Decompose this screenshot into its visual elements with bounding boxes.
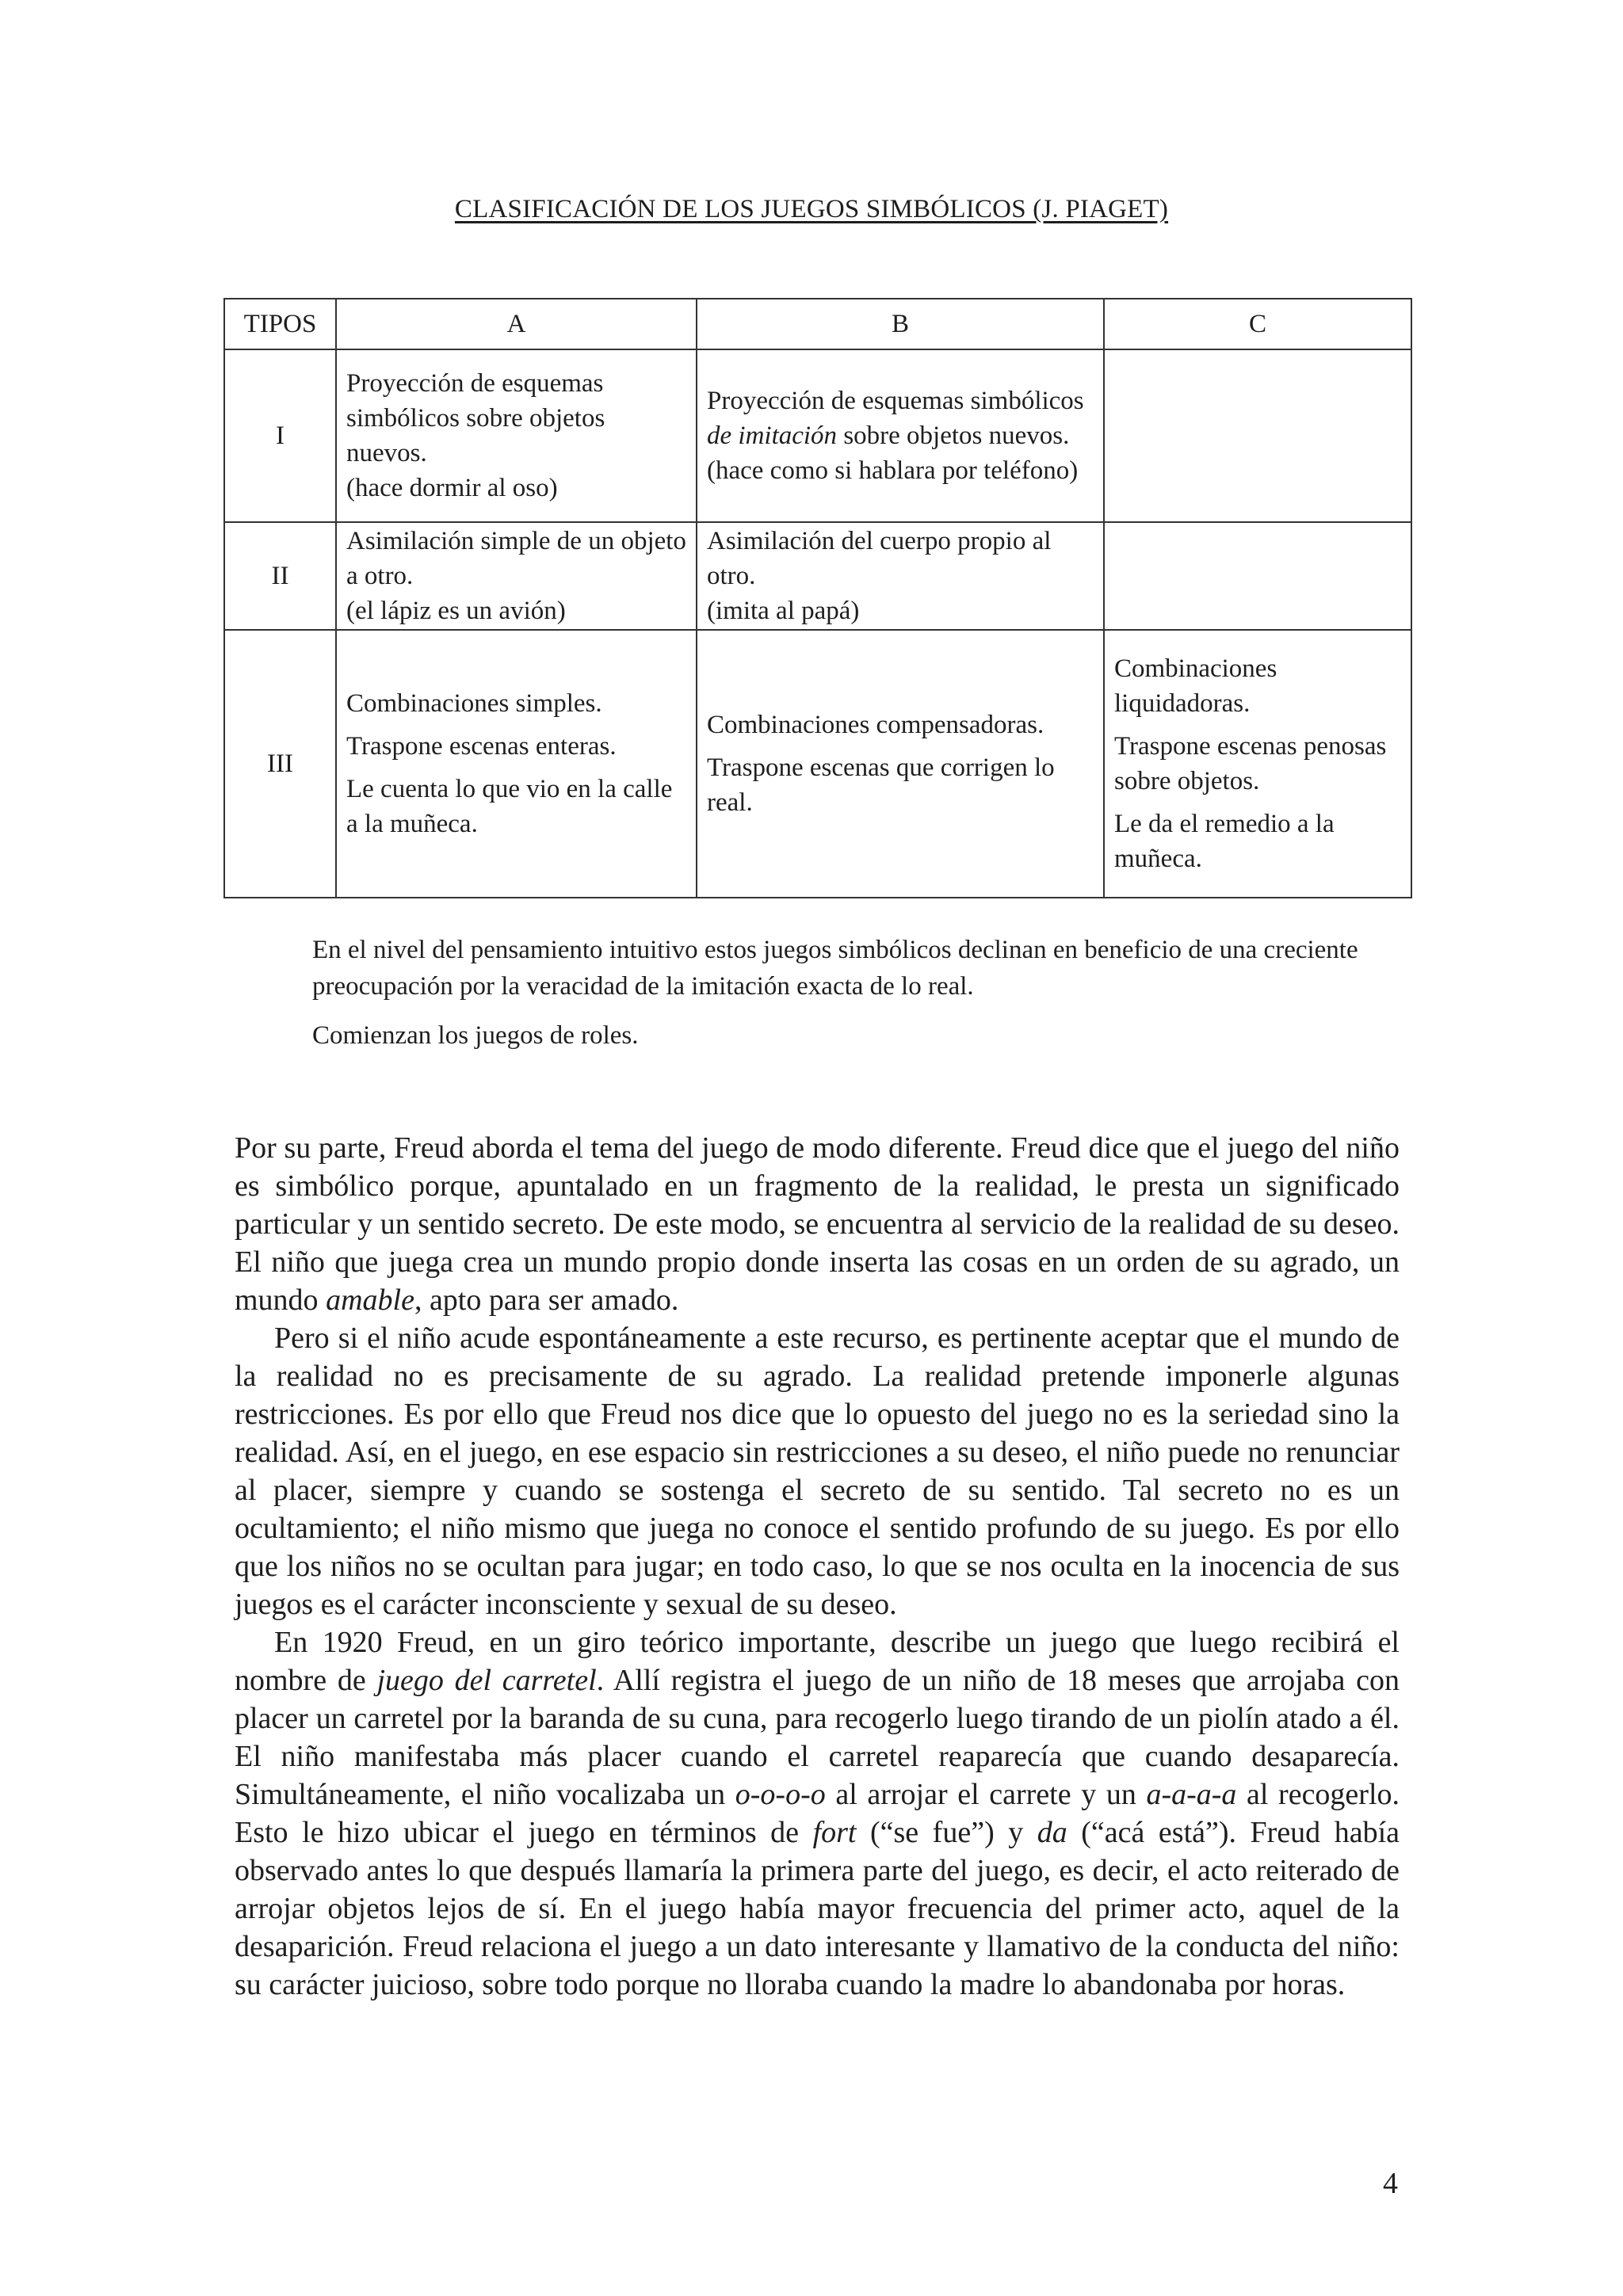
table-row xyxy=(224,630,1411,898)
header-tipos: TIPOS xyxy=(224,299,336,349)
cell-line: Le cuenta lo que vio en la calle a la muñeca. xyxy=(346,775,673,838)
body-text xyxy=(235,1129,1400,2004)
cell-line: Traspone escenas que corrigen lo real. xyxy=(707,753,1055,817)
table-header-row xyxy=(224,299,1411,349)
cell-line: Combinaciones liquidadoras. xyxy=(1114,654,1277,718)
row-type-label: I xyxy=(224,349,336,522)
header-b: B xyxy=(697,299,1104,349)
cell-text: Proyección de esquemas simbólicos sobre objetos nuevos. (hace dormir al oso) xyxy=(346,369,605,502)
cell-text: sobre objetos nuevos. (hace como si hablara por teléfono) xyxy=(707,421,1079,485)
cell-line: Traspone escenas enteras. xyxy=(346,732,617,761)
paragraph-text: . Allí registra el juego de un niño de 18 meses que arrojaba con placer un carretel por la baranda de su cuna, para recogerlo luego tirando de un piolín atado a él. El niño manifestaba más placer cuando el carretel reaparecía que cuando desaparecía. Simultáneamente, el niño vocalizaba un xyxy=(235,1664,1400,1811)
paragraph-text: Por su parte, Freud aborda el tema del juego de modo diferente. Freud dice que el juego del niño es simbólico porque, apuntalado en un fragmento de la realidad, le presta un significado particular y un sentido secreto. De este modo, se encuentra al servicio de la realidad de su deseo. El niño que juega crea un mundo propio donde inserta las cosas en un orden de su agrado, un mundo xyxy=(235,1131,1400,1317)
cell-line: Combinaciones simples. xyxy=(346,689,602,718)
table-note: Comienzan los juegos de roles. xyxy=(312,1021,639,1050)
emphasis-text: fort xyxy=(812,1816,857,1849)
table-cell xyxy=(697,349,1104,522)
emphasis-text: juego del carretel xyxy=(376,1664,597,1697)
classification-table xyxy=(223,298,1412,898)
table-cell xyxy=(697,522,1104,630)
cell-line: Combinaciones compensadoras. xyxy=(707,711,1044,739)
table-cell xyxy=(336,630,697,898)
page-title-text: CLASIFICACIÓN DE LOS JUEGOS SIMBÓLICOS (J. PIAGET) xyxy=(454,195,1169,223)
emphasis-text: o-o-o-o xyxy=(735,1778,826,1811)
table-cell xyxy=(1104,349,1411,522)
paragraph-text: (“se fue”) y xyxy=(856,1816,1037,1849)
cell-line: Le da el remedio a la muñeca. xyxy=(1114,810,1335,873)
page-title xyxy=(0,195,1623,224)
cell-text: Asimilación simple de un objeto a otro. (el lápiz es un avión) xyxy=(346,527,686,625)
emphasis-text: amable xyxy=(326,1283,414,1317)
table-row xyxy=(224,522,1411,630)
table-cell xyxy=(1104,630,1411,898)
table-row xyxy=(224,349,1411,522)
header-c: C xyxy=(1104,299,1411,349)
table-cell xyxy=(336,349,697,522)
cell-text: Asimilación del cuerpo propio al otro. (imita al papá) xyxy=(707,527,1052,625)
table-cell xyxy=(1104,522,1411,630)
cell-text: Proyección de esquemas simbólicos xyxy=(707,387,1084,415)
paragraph xyxy=(235,1129,1400,1319)
paragraph-text: En 1920 Freud, en un giro teórico importante, describe un juego que luego recibirá el nombre de xyxy=(235,1626,1400,1697)
table-cell xyxy=(697,630,1104,898)
page-number: 4 xyxy=(1383,2167,1398,2200)
cell-line: Traspone escenas penosas sobre objetos. xyxy=(1114,732,1387,795)
paragraph-text: , apto para ser amado. xyxy=(414,1283,679,1317)
emphasis-text: da xyxy=(1037,1816,1067,1849)
row-type-label: III xyxy=(224,630,336,898)
row-type-label: II xyxy=(224,522,336,630)
paragraph-text: al arrojar el carrete y un xyxy=(825,1778,1147,1811)
paragraph-text: al recogerlo. Esto le hizo ubicar el juego en términos de xyxy=(235,1778,1400,1849)
table-cell xyxy=(336,522,697,630)
table-note: En el nivel del pensamiento intuitivo estos juegos simbólicos declinan en beneficio de una creciente preocupación por la veracidad de la imitación exacta de lo real. xyxy=(312,936,1358,1001)
emphasis-text: a-a-a-a xyxy=(1146,1778,1237,1811)
paragraph-text: (“acá está”). Freud había observado antes lo que después llamaría la primera parte del juego, es decir, el acto reiterado de arrojar objetos lejos de sí. En el juego había mayor frecuencia del primer acto, aquel de la desaparición. Freud relaciona el juego a un dato interesante y llamativo de la conducta del niño: su carácter juicioso, sobre todo porque no lloraba cuando la madre lo abandonaba por horas. xyxy=(235,1816,1400,2001)
paragraph xyxy=(235,1623,1400,2004)
header-a: A xyxy=(336,299,697,349)
cell-text-emphasis: de imitación xyxy=(707,421,838,450)
paragraph: Pero si el niño acude espontáneamente a este recurso, es pertinente aceptar que el mundo de la realidad no es precisamente de su agrado. La realidad pretende imponerle algunas restricciones. Es por ello que Freud nos dice que lo opuesto del juego no es la seriedad sino la realidad. Así, en el juego, en ese espacio sin restricciones a su deseo, el niño puede no renunciar al placer, siempre y cuando se sostenga el secreto de su sentido. Tal secreto no es un ocultamiento; el niño mismo que juega no conoce el sentido profundo de su juego. Es por ello que los niños no se ocultan para jugar; en todo caso, lo que se nos oculta en la inocencia de sus juegos es el carácter inconsciente y sexual de su deseo. xyxy=(235,1322,1400,1621)
